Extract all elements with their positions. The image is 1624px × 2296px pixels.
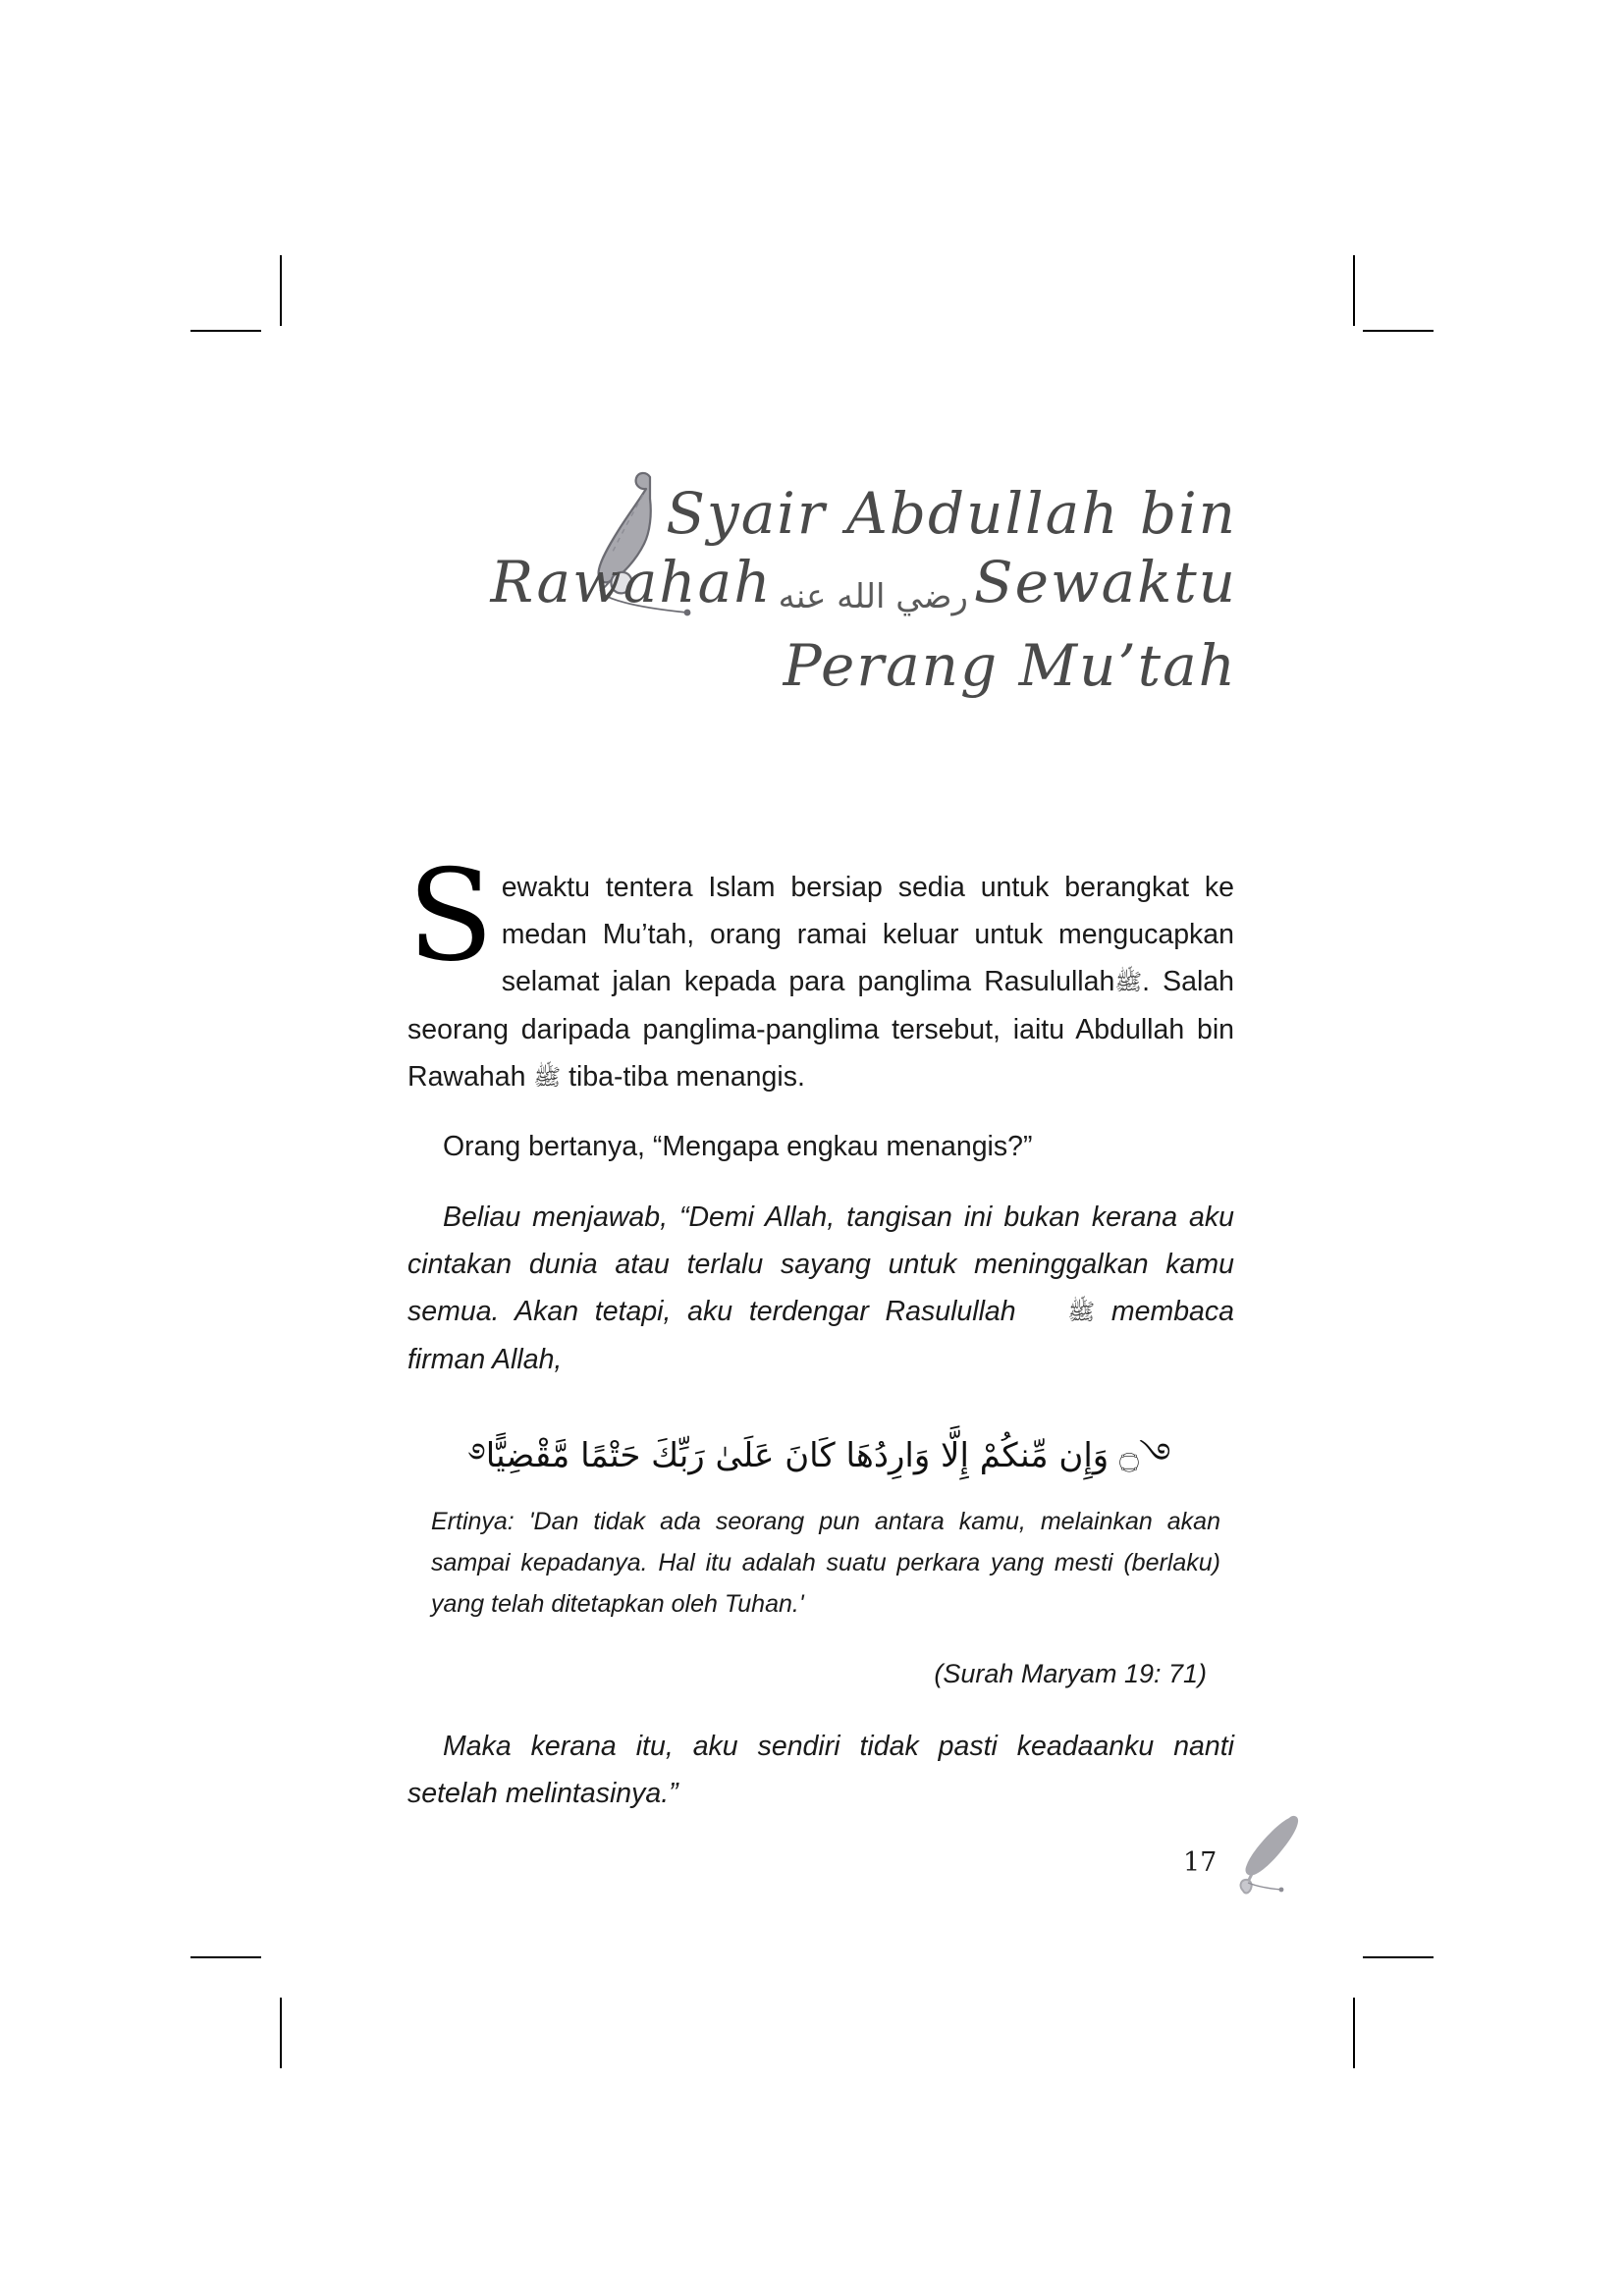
quran-verse-arabic	[407, 1428, 1234, 1483]
crop-mark-bottom-right-horizontal	[1363, 1956, 1434, 1958]
verse-bracket-close-icon: ࿔	[470, 1436, 486, 1475]
crop-mark-bottom-right-vertical	[1353, 1998, 1355, 2068]
paragraph-answer-text-cont: membaca firman Allah,	[407, 1296, 1234, 1375]
title-line-2-part1: Rawahah	[490, 549, 773, 615]
paragraph-opening-text-cont: . Salah seorang daripada panglima-panglima tersebut, iaitu Abdullah bin Rawahah	[407, 966, 1234, 1093]
paragraph-question-text: Orang bertanya, “Mengapa engkau menangis?”	[443, 1131, 1033, 1162]
verse-bracket-open-icon: ࿓	[1138, 1436, 1171, 1475]
title-line-1: Syair Abdullah bin	[666, 480, 1237, 547]
crop-mark-top-right-horizontal	[1363, 330, 1434, 332]
crop-mark-top-right-vertical	[1353, 255, 1355, 326]
sallallahu-alaihi-wasallam-icon-3: ﷺ	[1067, 1300, 1096, 1325]
title-line-2-part2: Sewaktu	[973, 549, 1237, 615]
paragraph-opening-text: ewaktu tentera Islam bersiap sedia untuk berangkat ke medan Mu’tah, orang ramai keluar untuk mengucapkan selamat jalan kepada para panglima Rasulullah	[501, 872, 1234, 997]
crop-mark-bottom-left-horizontal	[190, 1956, 261, 1958]
chapter-title	[373, 479, 1237, 700]
title-line-3: Perang Mu’tah	[783, 632, 1237, 699]
body-column	[407, 843, 1234, 1841]
crop-mark-top-left-vertical	[280, 255, 282, 326]
crop-mark-bottom-left-vertical	[280, 1998, 282, 2068]
quran-reference: (Surah Maryam 19: 71)	[934, 1659, 1207, 1688]
paragraph-closing: Maka kerana itu, aku sendiri tidak pasti keadaanku nanti setelah melintasinya.”	[407, 1731, 1234, 1809]
sallallahu-alaihi-wasallam-icon: ﷺ	[1114, 970, 1143, 995]
drop-cap-letter: S	[407, 843, 494, 989]
quran-translation: Ertinya: 'Dan tidak ada seorang pun antara kamu, melainkan akan sampai kepadanya. Hal itu adalah suatu perkara yang mesti (berlaku) yang telah ditetapkan oleh Tuhan.'	[431, 1508, 1220, 1618]
paragraph-opening-text-end: tiba-tiba menangis.	[568, 1061, 805, 1093]
paragraph-opening	[407, 843, 1234, 1101]
crop-mark-top-left-horizontal	[190, 330, 261, 332]
paragraph-question	[407, 1123, 1234, 1170]
radiyallahu-anhu-icon: رضي الله عنه	[778, 577, 968, 616]
title-line-2	[373, 548, 1237, 631]
paragraph-answer	[407, 1194, 1234, 1383]
paragraph-answer-text: Beliau menjawab, “Demi Allah, tangisan ini bukan kerana aku cintakan dunia atau terlalu sayang untuk meninggalkan kamu semua. Akan tetapi, aku terdengar Rasulullah	[407, 1201, 1234, 1327]
feather-quill-icon	[1232, 1812, 1301, 1904]
sallallahu-alaihi-wasallam-icon-2: ﷺ	[533, 1065, 562, 1091]
verse-arabic-text: ۝ وَإِن مِّنكُمْ إِلَّا وَارِدُهَا كَانَ عَلَىٰ رَبِّكَ حَتْمًا مَّقْضِيًّا	[485, 1436, 1139, 1475]
page-number: 17	[1183, 1847, 1218, 1878]
